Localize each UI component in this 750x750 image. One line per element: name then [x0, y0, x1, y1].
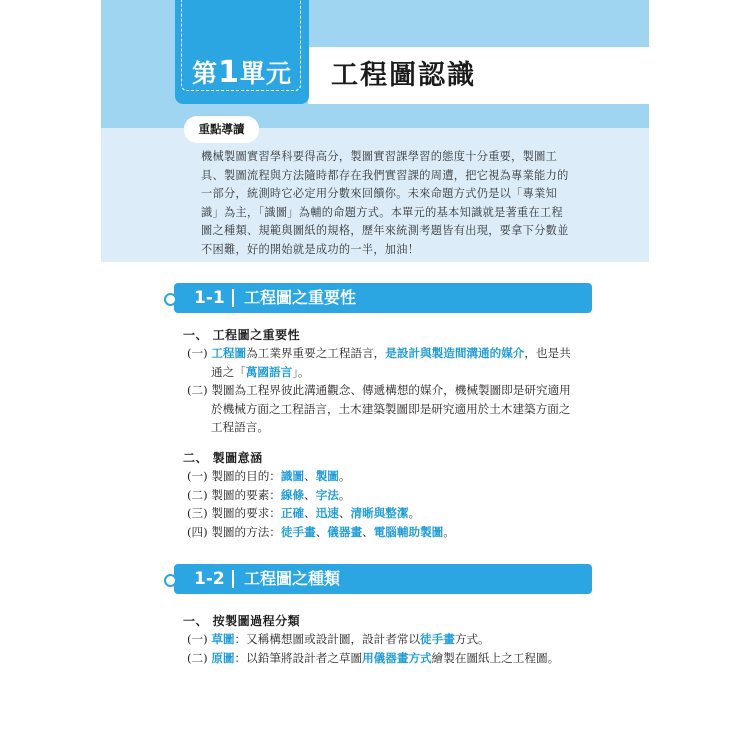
intro-line: 不困難，好的開始就是成功的一半，加油！: [201, 242, 420, 256]
highlight-term: 儀器畫: [327, 524, 363, 539]
highlight-term: 正確: [280, 506, 305, 520]
body-text: ，也是共: [524, 346, 571, 360]
drawing-meaning-list: [187, 467, 597, 541]
body-text: ：以鉛筆將設計者之草圖: [234, 650, 363, 665]
punctuation: 、: [362, 524, 374, 539]
punctuation: 。: [408, 506, 421, 520]
section-divider: [232, 289, 234, 307]
punctuation: 。: [338, 469, 351, 483]
highlight-term: 迅速: [315, 506, 339, 520]
body-text: 繪製在圖紙上之工程圖。: [431, 650, 560, 665]
textbook-page: [101, 0, 649, 750]
unit-title: 工程圖認識: [331, 60, 476, 91]
body-text: 方式。: [454, 632, 490, 646]
highlight-term: 字法: [315, 487, 339, 502]
section-divider: [232, 570, 234, 588]
list-item: [187, 467, 597, 486]
highlight-term: 電腦輔助製圖: [373, 524, 444, 539]
body-text: 為工業界重要之工程語言，: [246, 346, 386, 360]
punctuation: 。: [338, 487, 351, 502]
highlight-term: 草圖: [211, 632, 235, 646]
paragraph-line: 於機械方面之工程語言，土木建築製圖即是研究適用於土木建築方面之: [211, 401, 571, 416]
punctuation: 。: [443, 524, 455, 539]
body-text: 」。: [292, 364, 310, 379]
intro-line: 具、製圖流程與方法隨時都存在我們實習課的周遭，把它視為專業能力的: [201, 168, 569, 182]
punctuation: 、: [304, 469, 316, 483]
paragraph-line: 工程語言。: [211, 420, 269, 434]
list-item: [187, 523, 597, 542]
item-label: (一) 製圖的目的：: [187, 469, 281, 483]
section-number: 1-1: [194, 288, 225, 308]
list-item: [187, 504, 597, 523]
punctuation: 、: [315, 524, 328, 539]
list-marker: (一): [187, 632, 212, 646]
intro-line: 圖之種類、規範與圖紙的規格，歷年來統測考題皆有出現，要拿下分數並: [201, 224, 569, 237]
body-text: ：又稱構想圖或設計圖，設計者常以: [234, 632, 421, 646]
paragraph-engineering-drawing: [187, 344, 597, 381]
highlight-term: 萬國語言: [245, 364, 293, 379]
list-item: [187, 649, 597, 668]
highlight-term: 用儀器畫方式: [362, 650, 432, 665]
intro-line: 識」為主，「識圖」為輔的命題方式。本單元的基本知識就是著重在工程: [201, 205, 564, 219]
paragraph-line: (二) 製圖為工程界彼此溝通觀念、傳遞構想的媒介，機械製圖即是研究適用: [187, 383, 571, 397]
highlight-term: 工程圖: [211, 346, 247, 360]
highlight-term: 是設計與製造間溝通的媒介: [385, 346, 525, 360]
punctuation: 、: [338, 506, 351, 520]
subheading-by-process: 一、 按製圖過程分類: [183, 614, 301, 628]
unit-suffix: 單元: [239, 59, 292, 88]
paragraph-drawing-communication: [187, 381, 597, 437]
section-bar-1-2: [174, 564, 592, 594]
subheading-meaning: 二、 製圖意涵: [183, 451, 263, 465]
subheading-importance: 一、 工程圖之重要性: [183, 328, 301, 342]
intro-text: [201, 148, 586, 259]
intro-line: 機械製圖實習學科要得高分，製圖實習課學習的態度十分重要，製圖工: [201, 150, 558, 163]
item-label: (三) 製圖的要求：: [187, 506, 281, 520]
highlight-term: 線條: [280, 487, 305, 502]
key-points-badge: 重點導讀: [185, 117, 258, 142]
section-title: 工程圖之種類: [244, 569, 341, 588]
punctuation: 、: [304, 506, 316, 520]
bullet-dot-icon: [164, 574, 177, 587]
body-text: 通之「: [211, 364, 246, 379]
unit-prefix: 第: [192, 59, 219, 88]
list-item: [187, 486, 597, 505]
list-marker: (一): [187, 346, 212, 360]
highlight-term: 清晰與整潔: [350, 506, 409, 520]
unit-number: 1: [218, 55, 240, 90]
list-item: [187, 630, 597, 649]
unit-tab: [175, 0, 309, 104]
punctuation: 、: [304, 487, 316, 502]
unit-label: [175, 54, 309, 93]
highlight-term: 識圖: [280, 469, 305, 483]
item-label: (二) 製圖的要素：: [187, 487, 281, 502]
intro-line: 一部分，統測時它必定用分數來回饋你。未來命題方式仍是以「專業知: [201, 187, 558, 200]
highlight-term: 徒手畫: [280, 524, 316, 539]
bullet-dot-icon: [164, 293, 177, 306]
drawing-types-list: [187, 630, 597, 667]
section-number: 1-2: [194, 569, 225, 589]
section-title: 工程圖之重要性: [244, 288, 357, 307]
item-label: (四) 製圖的方法：: [187, 524, 281, 539]
list-marker: (二): [187, 650, 212, 665]
highlight-term: 原圖: [211, 650, 235, 665]
highlight-term: 徒手畫: [420, 632, 455, 646]
highlight-term: 製圖: [315, 469, 339, 483]
paragraph-line: [187, 363, 597, 382]
section-bar-1-1: [174, 283, 592, 313]
paragraph-line: [187, 344, 597, 363]
